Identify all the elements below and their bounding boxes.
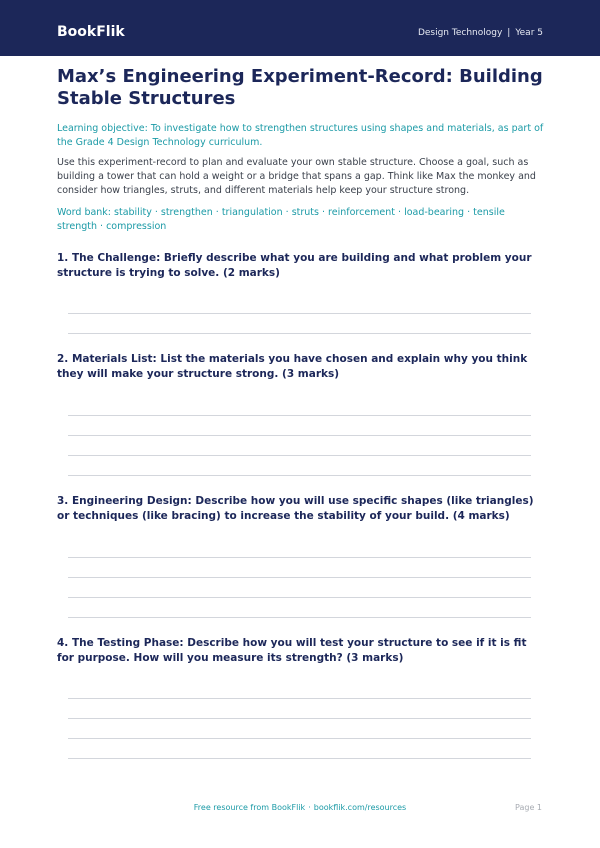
answer-line[interactable] <box>68 718 531 719</box>
answer-line[interactable] <box>68 557 531 558</box>
answer-line[interactable] <box>68 455 531 456</box>
answer-line[interactable] <box>68 475 531 476</box>
answer-line[interactable] <box>68 758 531 759</box>
page-number: Page 1 <box>515 803 542 812</box>
footer-dot: · <box>308 803 311 812</box>
footer-link[interactable]: bookflik.com/resources <box>313 803 407 812</box>
answer-line[interactable] <box>68 435 531 436</box>
subject-label <box>418 28 543 38</box>
learning-objective: Learning objective: To investigate how to strengthen structures using shapes and materials, as part of the Grade 4 Design Technology curriculum. <box>57 123 544 148</box>
question-2: 2. Materials List: List the materials you have chosen and explain why you think they will make your structure strong. (3 marks) <box>57 352 547 381</box>
answer-line[interactable] <box>68 313 531 314</box>
question-4: 4. The Testing Phase: Describe how you will test your structure to see if it is fit for purpose. How will you measure its strength? (3 marks) <box>57 637 527 664</box>
answer-line[interactable] <box>68 597 531 598</box>
page-header <box>0 0 600 56</box>
question-3: 3. Engineering Design: Describe how you will use specific shapes (like triangles) or techniques (like bracing) to increase the stability of your build. (4 marks) <box>57 494 547 523</box>
answer-line[interactable] <box>68 415 531 416</box>
answer-line[interactable] <box>68 577 531 578</box>
question-1: 1. The Challenge: Briefly describe what you are building and what problem your structure is trying to solve. (2 marks) <box>57 252 532 279</box>
answer-line[interactable] <box>68 738 531 739</box>
page-title: Max’s Engineering Experiment-Record: Building Stable Structures <box>57 66 543 109</box>
answer-line[interactable] <box>68 617 531 618</box>
subject-name: Design Technology <box>417 28 503 38</box>
page-footer <box>0 803 600 812</box>
intro-paragraph: Use this experiment-record to plan and evaluate your own stable structure. Choose a goal, such as building a tower that can hold a weight or a bridge that spans a gap. Think like Max the monkey and consider how triangles, struts, and different materials help keep your structure strong. <box>57 157 536 196</box>
answer-line[interactable] <box>68 333 531 334</box>
answer-line[interactable] <box>68 698 531 699</box>
brand-logo: BookFlik <box>57 24 125 40</box>
subject-separator: | <box>507 28 511 38</box>
footer-source: Free resource from BookFlik <box>193 803 306 812</box>
year-label: Year 5 <box>515 28 543 38</box>
word-bank: Word bank: stability · strengthen · triangulation · struts · reinforcement · load-bearing · tensile strength · compression <box>57 207 505 232</box>
